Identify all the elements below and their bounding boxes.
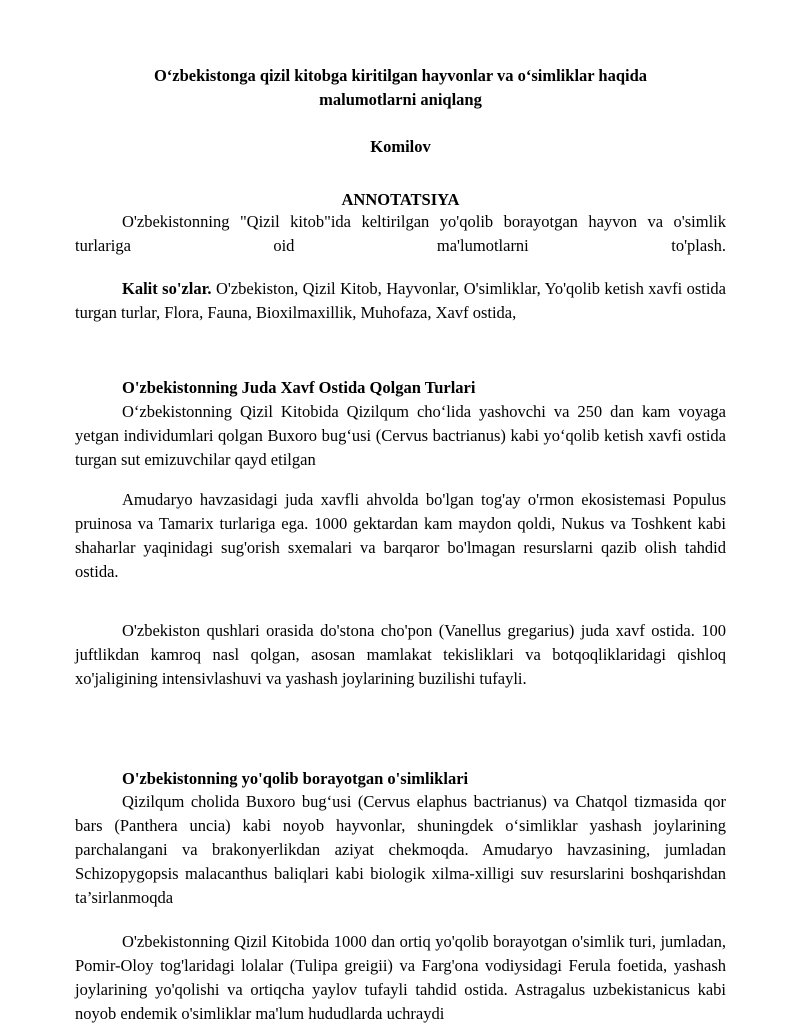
section-heading-endangered-plants: O'zbekistonning yo'qolib borayotgan o'simliklari <box>122 769 469 788</box>
title-line-1: O‘zbekistonga qizil kitobga kiritilgan hayvonlar va o‘simliklar haqida <box>153 66 648 85</box>
title-line-2: malumotlarni aniqlang <box>319 90 482 109</box>
author-name: Komilov <box>370 137 431 156</box>
keywords-text: O'zbekiston, Qizil Kitob, Hayvonlar, O'simliklar, Yo'qolib ketish xavfi ostida turgan turlar, Flora, Fauna, Bioxilmaxillik, Muhofaza, Xavf ostida, <box>75 279 726 322</box>
annotation-heading: ANNOTATSIYA <box>341 190 460 209</box>
section2-paragraph-2: O'zbekistonning Qizil Kitobida 1000 dan ortiq yo'qolib borayotgan o'simlik turi, jumladan, Pomir-Oloy tog'laridagi lolalar (Tulipa greigii) va Farg'ona vodiysidagi Ferula foetida, yashash joylarining yo'qolishi va ortiqcha yaylov tufayli tahdid ostida. Astragalus uzbekistanicus kabi noyob endemik o'simliklar ma'lum hududlarda uchraydi <box>75 932 726 1023</box>
section1-paragraph-1: O‘zbekistonning Qizil Kitobida Qizilqum cho‘lida yashovchi va 250 dan kam voyaga yetgan individumlari qolgan Buxoro bug‘usi (Cervus bactrianus) kabi yo‘qolib ketish xavfi ostida turgan sut emizuvchilar qayd etilgan <box>75 402 726 469</box>
keywords-paragraph <box>75 277 726 325</box>
section2-paragraph-1: Qizilqum cholida Buxoro bug‘usi (Cervus elaphus bactrianus) va Chatqol tizmasida qor bars (Panthera uncia) kabi noyob hayvonlar, shuningdek o‘simliklar yashash joylarining parchalangani va brakonyerlikdan aziyat chekmoqda. Amudaryo havzasining, jumladan Schizopygopsis malacanthus baliqlari kabi biologik xilma-xilligi suv resurslarini boshqarishdan ta’sirlanmoqda <box>75 792 726 907</box>
annotation-text: O'zbekistonning "Qizil kitob"ida keltirilgan yo'qolib borayotgan hayvon va o'simlik turlariga oid ma'lumotlarni to'plash. <box>75 212 726 255</box>
section1-paragraph-3: O'zbekiston qushlari orasida do'stona cho'pon (Vanellus gregarius) juda xavf ostida. 100 juftlikdan kamroq nasl qolgan, asosan mamlakat tekisliklari va botqoqliklaridagi qishloq xo'jaligining intensivlashuvi va yashash joylarining buzilishi tufayli. <box>75 621 726 688</box>
document-title <box>75 64 726 112</box>
section-heading-endangered-species: O'zbekistonning Juda Xavf Ostida Qolgan Turlari <box>122 378 476 397</box>
keywords-label: Kalit so'zlar. <box>122 279 212 298</box>
section1-paragraph-2: Amudaryo havzasidagi juda xavfli ahvolda bo'lgan tog'ay o'rmon ekosistemasi Populus pruinosa va Tamarix turlariga ega. 1000 gektardan kam maydon qoldi, Nukus va Toshkent kabi shaharlar yaqinidagi sug'orish sxemalari va barqaror bo'lmagan resurslarni qazib olish tahdid ostida. <box>75 490 726 581</box>
